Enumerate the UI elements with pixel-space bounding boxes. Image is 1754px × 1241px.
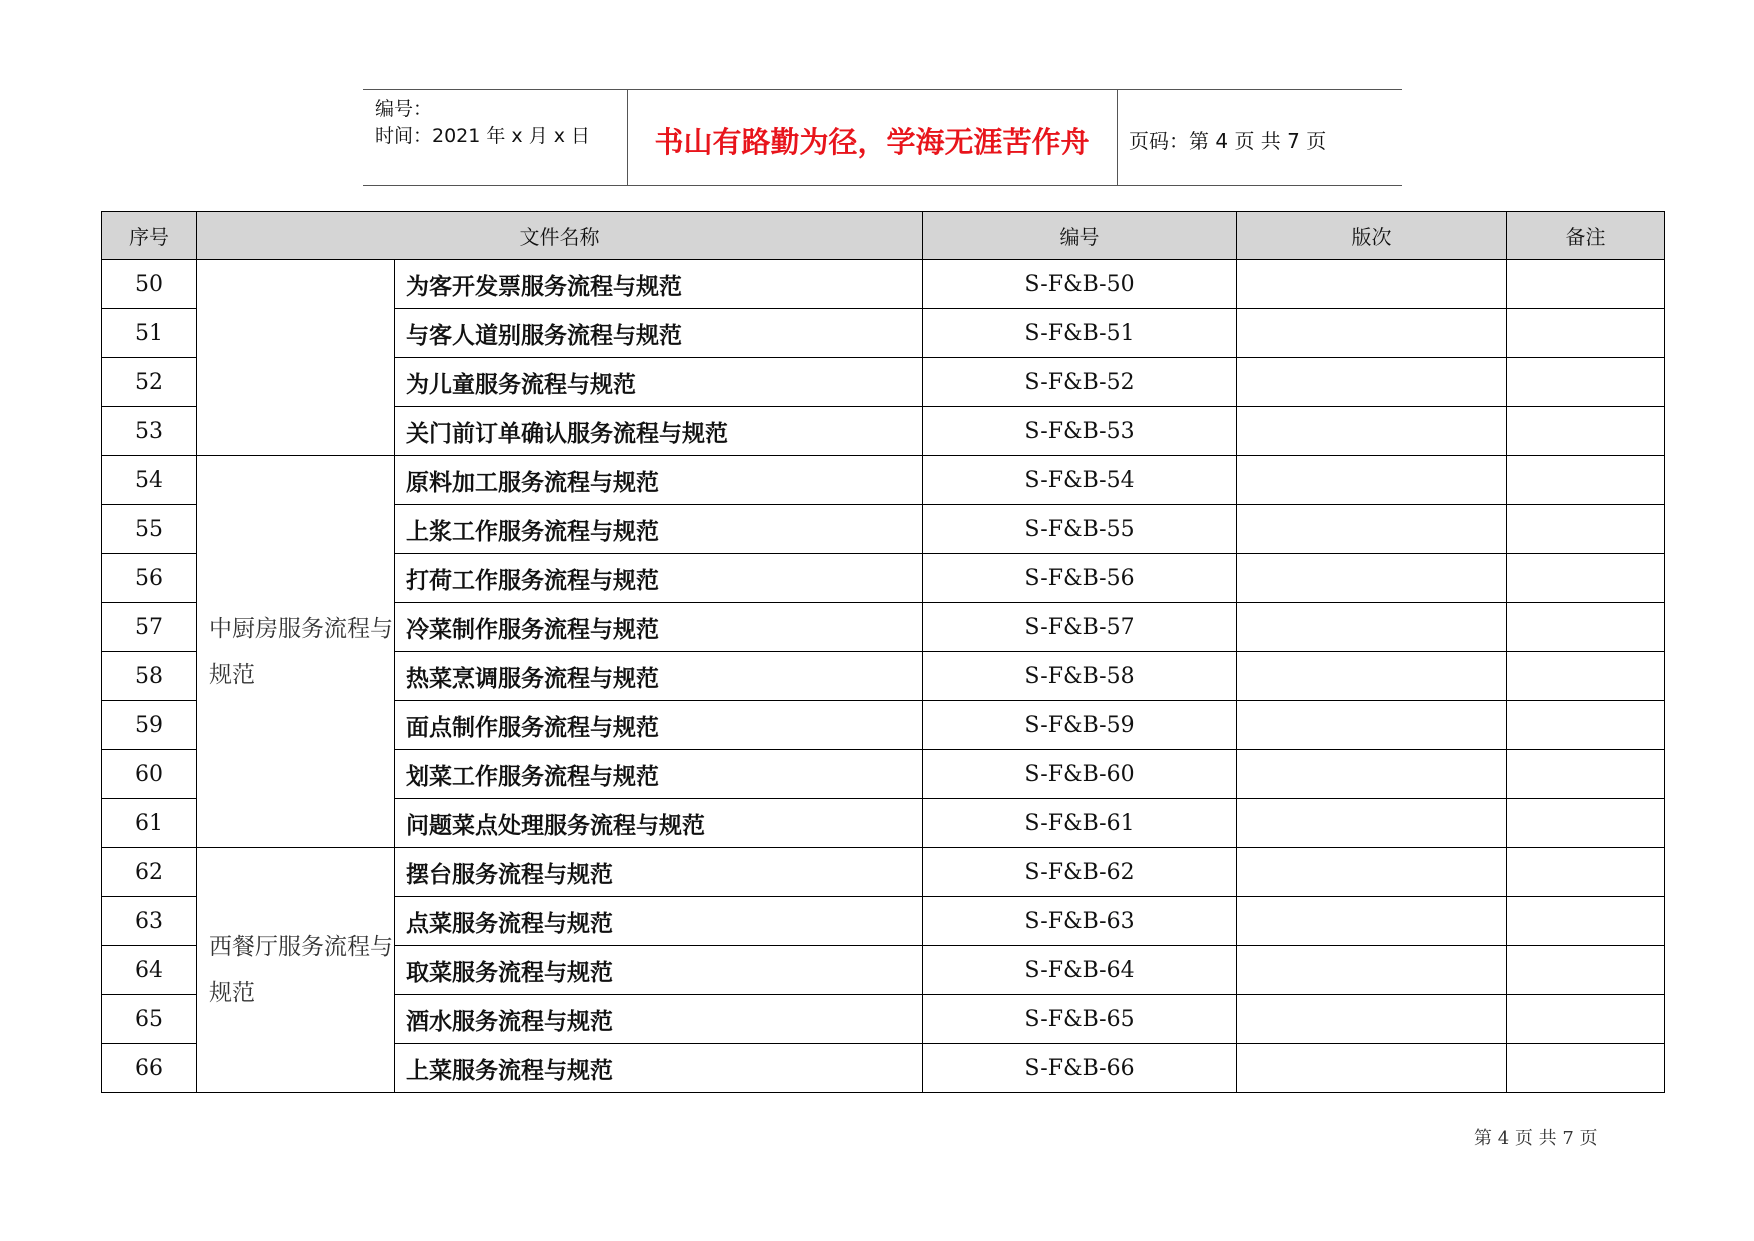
document-name-cell: 摆台服务流程与规范 [395, 848, 923, 897]
row-number-cell: 63 [102, 897, 197, 946]
remark-cell [1507, 946, 1665, 995]
row-number-cell: 53 [102, 407, 197, 456]
document-code-cell: S-F&B-61 [923, 799, 1237, 848]
header-motto-cell [627, 90, 1118, 185]
version-cell [1237, 358, 1507, 407]
column-header-no: 序号 [102, 212, 197, 260]
remark-cell [1507, 456, 1665, 505]
row-number-cell: 58 [102, 652, 197, 701]
document-date-label: 时间：2021 年 x 月 x 日 [375, 125, 591, 147]
row-number-cell: 59 [102, 701, 197, 750]
remark-cell [1507, 701, 1665, 750]
remark-cell [1507, 358, 1665, 407]
document-name-cell: 点菜服务流程与规范 [395, 897, 923, 946]
category-cell [197, 456, 395, 848]
version-cell [1237, 701, 1507, 750]
remark-cell [1507, 505, 1665, 554]
header-meta-cell [363, 90, 628, 185]
row-number-cell: 54 [102, 456, 197, 505]
version-cell [1237, 1044, 1507, 1093]
document-code-cell: S-F&B-64 [923, 946, 1237, 995]
document-code-cell: S-F&B-53 [923, 407, 1237, 456]
document-name-cell: 原料加工服务流程与规范 [395, 456, 923, 505]
document-name-cell: 为儿童服务流程与规范 [395, 358, 923, 407]
document-code-cell: S-F&B-54 [923, 456, 1237, 505]
document-code-cell: S-F&B-60 [923, 750, 1237, 799]
row-number-cell: 60 [102, 750, 197, 799]
document-name-cell: 取菜服务流程与规范 [395, 946, 923, 995]
document-name-cell: 酒水服务流程与规范 [395, 995, 923, 1044]
version-cell [1237, 309, 1507, 358]
column-header-version: 版次 [1237, 212, 1507, 260]
document-name-cell: 与客人道别服务流程与规范 [395, 309, 923, 358]
document-code-cell: S-F&B-51 [923, 309, 1237, 358]
document-name-cell: 上菜服务流程与规范 [395, 1044, 923, 1093]
version-cell [1237, 505, 1507, 554]
row-number-cell: 51 [102, 309, 197, 358]
category-cell [197, 260, 395, 456]
row-number-cell: 55 [102, 505, 197, 554]
document-code-cell: S-F&B-55 [923, 505, 1237, 554]
remark-cell [1507, 554, 1665, 603]
remark-cell [1507, 309, 1665, 358]
row-number-cell: 65 [102, 995, 197, 1044]
row-number-cell: 57 [102, 603, 197, 652]
category-label: 中厨房服务流程与规范 [209, 615, 393, 688]
document-name-cell: 冷菜制作服务流程与规范 [395, 603, 923, 652]
column-header-name: 文件名称 [197, 212, 923, 260]
remark-cell [1507, 848, 1665, 897]
remark-cell [1507, 897, 1665, 946]
document-code-cell: S-F&B-62 [923, 848, 1237, 897]
table-row [102, 456, 1665, 505]
table-row [102, 260, 1665, 309]
header-motto: 书山有路勤为径，学海无涯苦作舟 [654, 125, 1090, 159]
remark-cell [1507, 260, 1665, 309]
document-code-cell: S-F&B-59 [923, 701, 1237, 750]
document-code-cell: S-F&B-65 [923, 995, 1237, 1044]
remark-cell [1507, 750, 1665, 799]
document-code-cell: S-F&B-63 [923, 897, 1237, 946]
row-number-cell: 50 [102, 260, 197, 309]
version-cell [1237, 603, 1507, 652]
remark-cell [1507, 995, 1665, 1044]
version-cell [1237, 750, 1507, 799]
version-cell [1237, 848, 1507, 897]
version-cell [1237, 554, 1507, 603]
document-name-cell: 面点制作服务流程与规范 [395, 701, 923, 750]
document-name-cell: 打荷工作服务流程与规范 [395, 554, 923, 603]
document-code-cell: S-F&B-66 [923, 1044, 1237, 1093]
document-code-cell: S-F&B-56 [923, 554, 1237, 603]
header-page-cell [1117, 90, 1402, 185]
document-list-table [101, 211, 1665, 1093]
version-cell [1237, 799, 1507, 848]
remark-cell [1507, 1044, 1665, 1093]
row-number-cell: 62 [102, 848, 197, 897]
document-name-cell: 关门前订单确认服务流程与规范 [395, 407, 923, 456]
document-code-cell: S-F&B-52 [923, 358, 1237, 407]
version-cell [1237, 456, 1507, 505]
header-page-number: 页码：第 4 页 共 7 页 [1129, 129, 1327, 153]
category-label: 西餐厅服务流程与规范 [209, 934, 393, 1006]
document-name-cell: 划菜工作服务流程与规范 [395, 750, 923, 799]
version-cell [1237, 260, 1507, 309]
page-footer: 第 4 页 共 7 页 [1474, 1128, 1598, 1149]
row-number-cell: 66 [102, 1044, 197, 1093]
version-cell [1237, 652, 1507, 701]
document-code-cell: S-F&B-57 [923, 603, 1237, 652]
remark-cell [1507, 799, 1665, 848]
document-name-cell: 为客开发票服务流程与规范 [395, 260, 923, 309]
remark-cell [1507, 652, 1665, 701]
remark-cell [1507, 603, 1665, 652]
version-cell [1237, 897, 1507, 946]
table-body [102, 260, 1665, 1093]
document-name-cell: 问题菜点处理服务流程与规范 [395, 799, 923, 848]
document-header [363, 89, 1402, 186]
document-code-cell: S-F&B-50 [923, 260, 1237, 309]
document-name-cell: 热菜烹调服务流程与规范 [395, 652, 923, 701]
remark-cell [1507, 407, 1665, 456]
document-name-cell: 上浆工作服务流程与规范 [395, 505, 923, 554]
version-cell [1237, 946, 1507, 995]
row-number-cell: 64 [102, 946, 197, 995]
version-cell [1237, 407, 1507, 456]
row-number-cell: 56 [102, 554, 197, 603]
document-code-cell: S-F&B-58 [923, 652, 1237, 701]
column-header-code: 编号 [923, 212, 1237, 260]
table-row [102, 848, 1665, 897]
version-cell [1237, 995, 1507, 1044]
category-cell [197, 848, 395, 1093]
table-header-row [102, 212, 1665, 260]
row-number-cell: 61 [102, 799, 197, 848]
column-header-remark: 备注 [1507, 212, 1665, 260]
document-number-label: 编号： [375, 98, 433, 120]
row-number-cell: 52 [102, 358, 197, 407]
